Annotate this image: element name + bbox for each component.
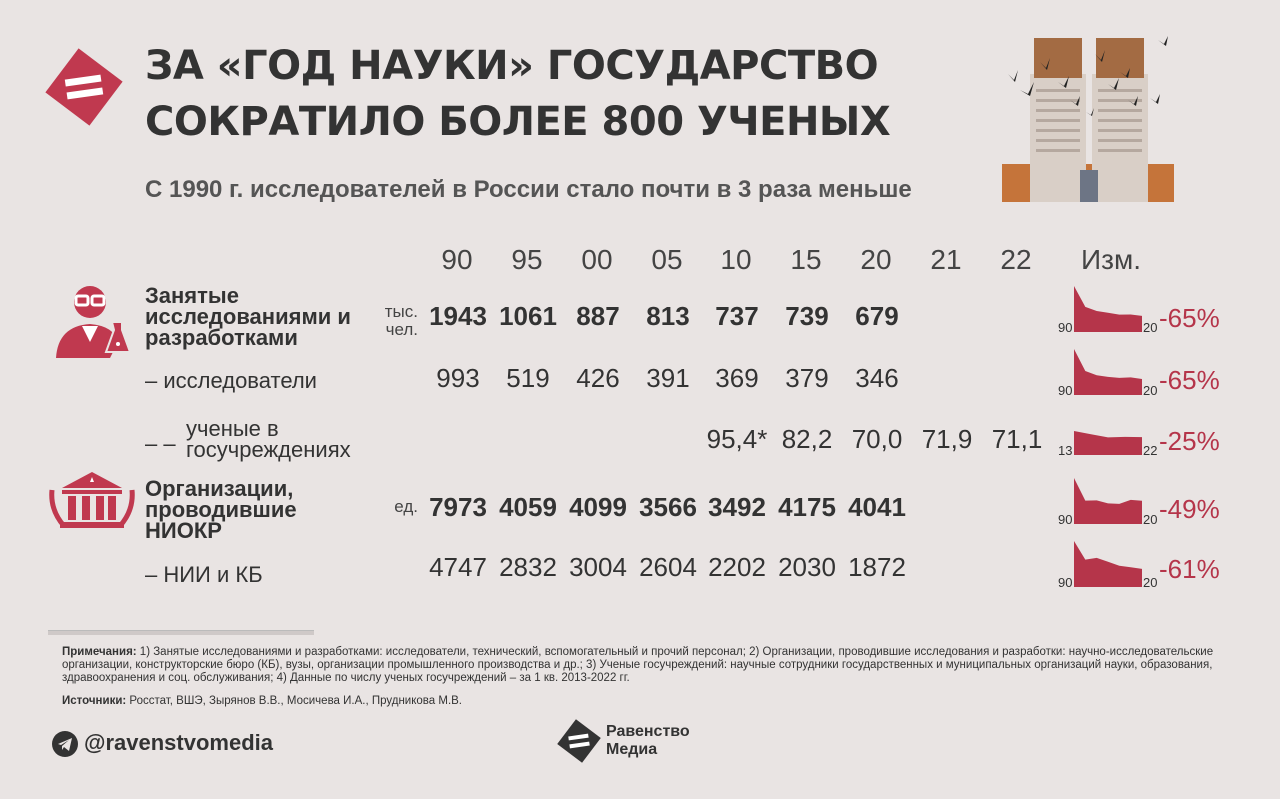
sparkline-area	[1074, 478, 1142, 524]
table-cell: 2832	[499, 552, 557, 582]
row-label-line: Занятые	[145, 283, 239, 308]
brand-logo-icon	[556, 718, 602, 764]
table-cell: 3004	[569, 552, 627, 582]
notes-text: 1) Занятые исследованиями и разработками: исследователи, технический, вспомогательный и прочий персонал; 2) Организации, проводившие исследования и разработки: научно-исследовательские организации, конструкторские бюро (КБ), вузы, организации промышленного производства и др.; 3) Ученые госучреждений: научные сотрудники государственных и муниципальных организаций науки, образования, здравоохранения и соц. обслуживания; 4) Данные по числу ученых госучреждений – за 1 кв. 2013-2022 гг.	[62, 646, 1214, 684]
table-cell: 679	[855, 301, 899, 331]
table-cell: 346	[855, 363, 899, 393]
table-cell: 2604	[639, 552, 697, 582]
brand-line-1: Равенство	[606, 723, 690, 740]
sources	[62, 695, 462, 707]
row-label-line: Организации,	[145, 476, 294, 501]
sparkline-end-label: 20	[1143, 320, 1158, 335]
table-cell: 369	[715, 363, 759, 393]
sparkline-start-label: 90	[1058, 575, 1073, 590]
table-cell: 1872	[848, 552, 906, 582]
table-cell: 379	[785, 363, 829, 393]
telegram-icon[interactable]	[52, 731, 78, 757]
sparkline-area	[1074, 286, 1142, 332]
change-percent: -49%	[1159, 494, 1220, 524]
table-cell: 1061	[499, 301, 557, 331]
table-cell: 4041	[848, 492, 906, 522]
table-cell: 7973	[429, 492, 487, 522]
telegram-handle-link[interactable]: @ravenstvomedia	[84, 730, 273, 755]
table-cell: 3492	[708, 492, 766, 522]
divider	[48, 630, 314, 635]
sparkline-end-label: 20	[1143, 512, 1158, 527]
row-label-line: госучреждениях	[186, 437, 351, 462]
unit-line: тыс.	[384, 302, 418, 321]
sources-text: Росстат, ВШЭ, Зырянов В.В., Мосичева И.А., Прудникова М.В.	[126, 695, 463, 707]
table-cell: 71,1	[991, 424, 1043, 454]
table-cell: 391	[646, 363, 690, 393]
row-label-researchers: – исследователи	[145, 368, 317, 393]
row-label-line: исследованиями и	[145, 304, 351, 329]
sources-label: Источники:	[62, 695, 127, 707]
sparkline-end-label: 20	[1143, 383, 1158, 398]
unit-line: чел.	[385, 320, 418, 339]
sparkline-start-label: 90	[1058, 512, 1073, 527]
table-cell: 3566	[639, 492, 697, 522]
change-percent: -61%	[1159, 554, 1220, 584]
sparkline-start-label: 90	[1058, 320, 1073, 335]
row-label-line: разработками	[145, 325, 298, 350]
notes	[62, 646, 1242, 685]
sparkline-start-label: 13	[1058, 443, 1073, 458]
year-header: 90	[441, 244, 473, 275]
year-header: 21	[930, 244, 962, 275]
title-line-2: СОКРАТИЛО БОЛЕЕ 800 УЧЕНЫХ	[145, 99, 891, 145]
year-header: 10	[720, 244, 752, 275]
table-cell: 813	[646, 301, 690, 331]
change-percent: -65%	[1159, 365, 1220, 395]
year-header: 22	[1000, 244, 1032, 275]
sparkline-area	[1074, 349, 1142, 395]
sparkline-end-label: 20	[1143, 575, 1158, 590]
table-cell: 887	[576, 301, 620, 331]
row-label-line: проводившие	[145, 497, 297, 522]
change-header: Изм.	[1081, 244, 1141, 275]
table-cell: 71,9	[921, 424, 973, 454]
year-header: 95	[511, 244, 543, 275]
sparkline-start-label: 90	[1058, 383, 1073, 398]
row-label-nii-kb: – НИИ и КБ	[145, 562, 263, 587]
brand-line-2: Медиа	[606, 741, 658, 758]
row-label-line: НИОКР	[145, 518, 222, 543]
table-cell: 4175	[778, 492, 836, 522]
table-cell: 519	[506, 363, 550, 393]
table-cell: 426	[576, 363, 620, 393]
table-cell: 82,2	[781, 424, 833, 454]
year-header: 00	[581, 244, 613, 275]
change-percent: -65%	[1159, 303, 1220, 333]
table-cell: 4747	[429, 552, 487, 582]
row-label-line: ученые в	[186, 416, 279, 441]
year-header: 05	[651, 244, 683, 275]
table-cell: 2202	[708, 552, 766, 582]
table-cell: 737	[715, 301, 759, 331]
unit-label: ед.	[394, 497, 418, 516]
table-cell: 1943	[429, 301, 487, 331]
sparkline-area	[1074, 541, 1142, 587]
sparkline-area	[1074, 431, 1142, 455]
brand-name	[606, 723, 690, 759]
table-cell: 4059	[499, 492, 557, 522]
year-header: 20	[860, 244, 892, 275]
table-cell: 739	[785, 301, 829, 331]
notes-label: Примечания:	[62, 646, 137, 658]
subtitle: С 1990 г. исследователей в России стало почти в 3 раза меньше	[145, 176, 912, 203]
table-cell: 70,0	[851, 424, 903, 454]
sparkline-end-label: 22	[1143, 443, 1158, 458]
change-percent: -25%	[1159, 426, 1220, 456]
table-cell: 2030	[778, 552, 836, 582]
table-cell: 4099	[569, 492, 627, 522]
row-label-prefix: – –	[145, 431, 176, 456]
title-line-1: ЗА «ГОД НАУКИ» ГОСУДАРСТВО	[145, 43, 879, 89]
table-cell: 993	[436, 363, 480, 393]
year-header: 15	[790, 244, 822, 275]
table-cell: 95,4*	[706, 424, 768, 454]
